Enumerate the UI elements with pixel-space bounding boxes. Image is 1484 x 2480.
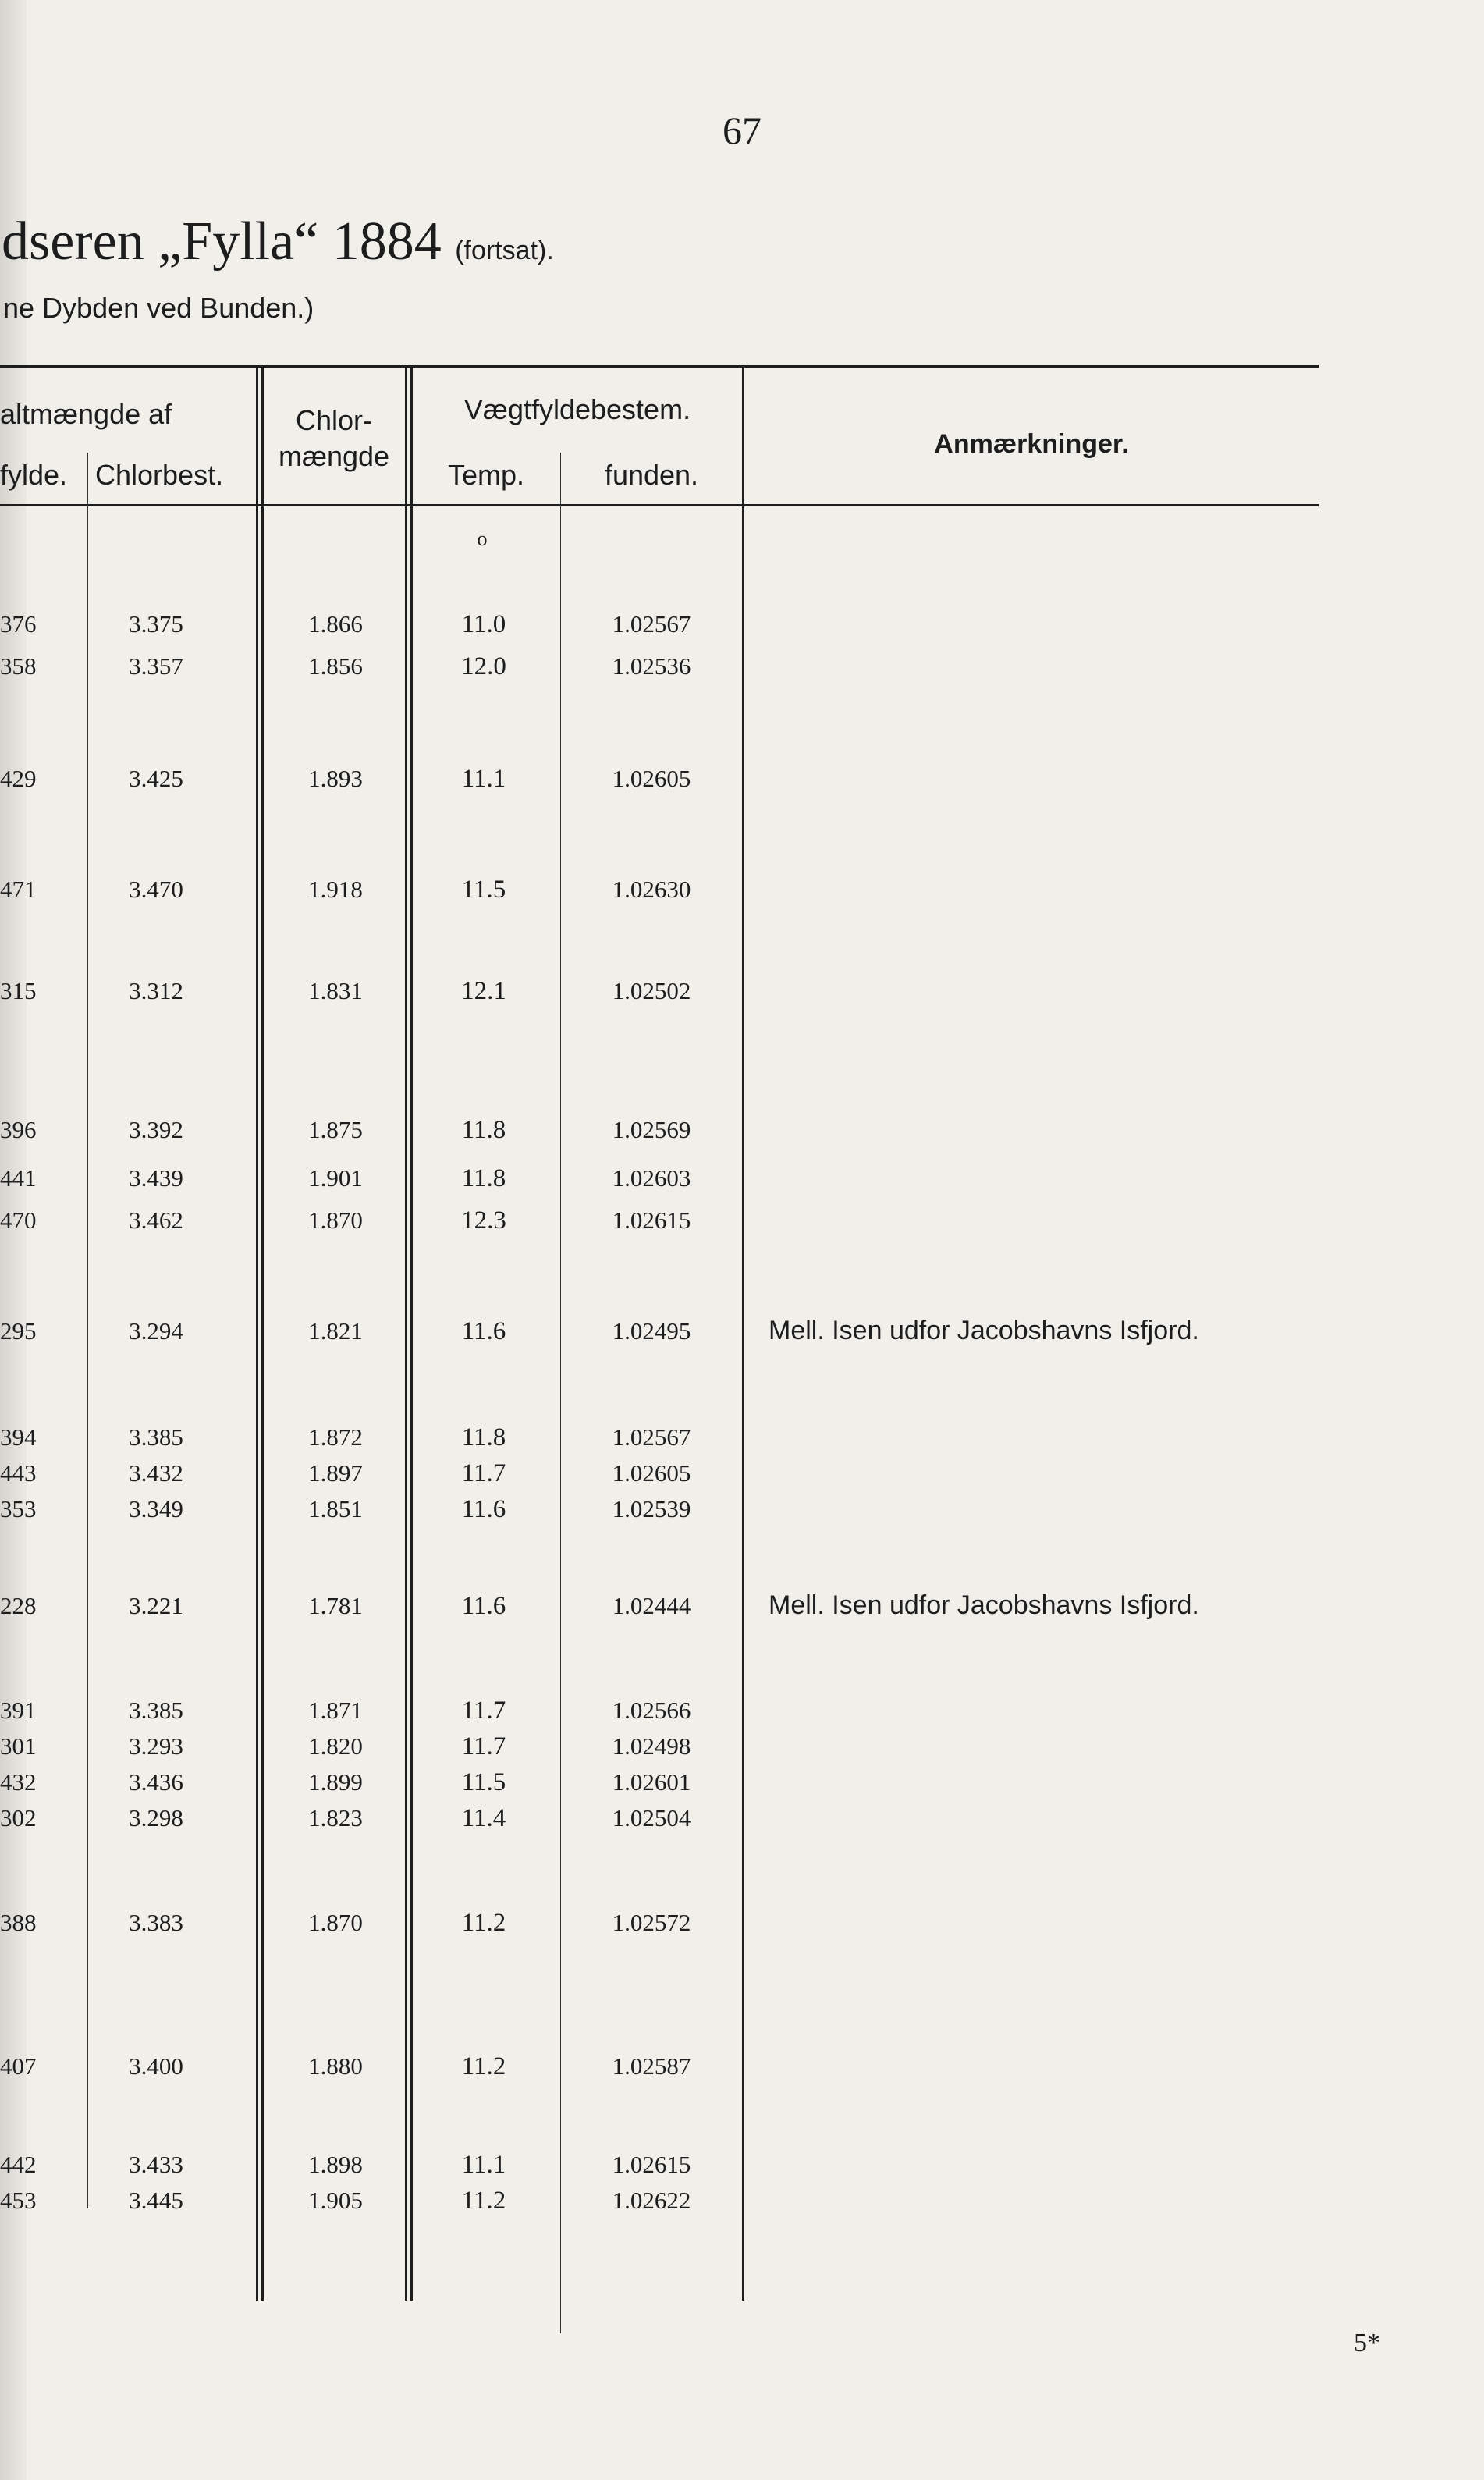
header-chlorbest: Chlorbest. (95, 459, 224, 491)
table-cell: 11.2 (461, 2187, 506, 2215)
table-cell: 3.445 (129, 2187, 183, 2214)
table-cell: 11.4 (461, 1804, 506, 1832)
table-cell: 12.0 (461, 652, 506, 680)
table-cell: 1.899 (308, 1768, 363, 1796)
table-cell: 228 (0, 1592, 37, 1619)
table-cell: 470 (0, 1206, 37, 1234)
table-cell: 11.7 (461, 1697, 506, 1725)
table-cell: 1.820 (308, 1732, 363, 1760)
table-cell: 453 (0, 2187, 37, 2214)
degree-mark: o (477, 528, 488, 550)
table-cell: 11.6 (461, 1592, 506, 1620)
table-cell: 1.870 (308, 1909, 363, 1936)
table-cell: 11.8 (461, 1423, 506, 1451)
table-cell: 11.6 (461, 1317, 506, 1345)
table-cell: 396 (0, 1116, 37, 1143)
table-cell: 1.823 (308, 1804, 363, 1832)
table-cell: 1.821 (308, 1317, 363, 1345)
table-cell: 3.293 (129, 1732, 183, 1760)
table-cell: 388 (0, 1909, 37, 1936)
table-cell: 1.02605 (612, 1459, 691, 1487)
table-cell: 11.8 (461, 1164, 506, 1192)
table-cell: 1.02539 (612, 1495, 691, 1522)
header-maengde: mængde (278, 440, 390, 472)
table-cell: 443 (0, 1459, 37, 1487)
table-cell: 1.02615 (612, 2151, 691, 2178)
table-cell: 3.462 (129, 1206, 183, 1234)
table-cell: 1.871 (308, 1697, 363, 1724)
table-cell: 1.870 (308, 1206, 363, 1234)
table-cell: 441 (0, 1164, 37, 1192)
table-cell: 1.02536 (612, 652, 691, 680)
table-cell: 1.02603 (612, 1164, 691, 1192)
table-cell: 3.470 (129, 876, 183, 903)
table-cell: 3.349 (129, 1495, 183, 1522)
table-cell: 11.8 (461, 1116, 506, 1144)
table-cell: 1.781 (308, 1592, 363, 1619)
table-cell: 3.385 (129, 1697, 183, 1724)
table-cell: 1.918 (308, 876, 363, 903)
table-cell: 1.866 (308, 610, 363, 638)
table-cell: 1.02498 (612, 1732, 691, 1760)
table-cell: 1.02569 (612, 1116, 691, 1143)
table-cell: 11.6 (461, 1495, 506, 1523)
header-funden: funden. (604, 459, 699, 491)
table-cell: 1.02605 (612, 765, 691, 792)
table-cell: 3.400 (129, 2052, 183, 2080)
table-cell: 429 (0, 765, 37, 792)
table-cell: 376 (0, 610, 37, 638)
table-cell: 394 (0, 1423, 37, 1451)
table-cell: 302 (0, 1804, 37, 1832)
table-cell: 1.872 (308, 1423, 363, 1451)
header-remarks: Anmærkninger. (934, 429, 1129, 459)
table-cell: 3.312 (129, 977, 183, 1004)
table-cell: 11.2 (461, 1909, 506, 1937)
table-cell: 3.294 (129, 1317, 183, 1345)
table-cell: 3.432 (129, 1459, 183, 1487)
table-cell: 3.298 (129, 1804, 183, 1832)
table-cell: 11.0 (461, 610, 506, 638)
table-cell: 471 (0, 876, 37, 903)
table-cell: 3.392 (129, 1116, 183, 1143)
table-cell: 1.893 (308, 765, 363, 792)
table-cell: 1.02566 (612, 1697, 691, 1724)
table-cell: 1.02502 (612, 977, 691, 1004)
remark-text: Mell. Isen udfor Jacobshavns Isfjord. (769, 1316, 1199, 1345)
title-text: dseren „Fylla“ 1884 (2, 211, 442, 272)
title-suffix: (fortsat). (455, 236, 554, 265)
table-cell: 1.02630 (612, 876, 691, 903)
table-cell: 11.1 (461, 765, 506, 793)
table-cell: 3.375 (129, 610, 183, 638)
header-temp: Temp. (447, 459, 525, 491)
table-cell: 295 (0, 1317, 37, 1345)
table-cell: 1.897 (308, 1459, 363, 1487)
page-number: 67 (722, 108, 762, 152)
table-cell: 1.898 (308, 2151, 363, 2178)
table-cell: 1.02504 (612, 1804, 691, 1832)
table-cell: 1.02495 (612, 1317, 691, 1345)
table-cell: 1.875 (308, 1116, 363, 1143)
header-group-salt: altmængde af (0, 398, 172, 430)
table-cell: 1.02622 (612, 2187, 691, 2214)
table-cell: 3.221 (129, 1592, 183, 1619)
table-cell: 12.1 (461, 977, 506, 1005)
table-cell: 11.5 (461, 1768, 506, 1796)
table-cell: 301 (0, 1732, 37, 1760)
table-cell: 12.3 (461, 1206, 506, 1235)
table-cell: 1.02601 (612, 1768, 691, 1796)
table-cell: 1.831 (308, 977, 363, 1004)
table-cell: 3.436 (129, 1768, 183, 1796)
table-cell: 3.425 (129, 765, 183, 792)
page-subtitle: ne Dybden ved Bunden.) (3, 292, 314, 324)
table-cell: 1.02567 (612, 1423, 691, 1451)
header-chlor: Chlor- (295, 404, 372, 436)
table-cell: 1.02572 (612, 1909, 691, 1936)
signature-mark: 5* (1354, 2329, 1380, 2357)
header-vaegtfylde: Vægtfyldebestem. (463, 393, 691, 425)
table-cell: 315 (0, 977, 37, 1004)
table-cell: 1.02587 (612, 2052, 691, 2080)
table-cell: 432 (0, 1768, 37, 1796)
table-cell: 1.851 (308, 1495, 363, 1522)
table-cell: 11.5 (461, 876, 506, 904)
table-cell: 1.02567 (612, 610, 691, 638)
table-cell: 1.02615 (612, 1206, 691, 1234)
table-cell: 1.880 (308, 2052, 363, 2080)
table-cell: 11.7 (461, 1732, 506, 1761)
table-cell: 3.433 (129, 2151, 183, 2178)
table-cell: 1.901 (308, 1164, 363, 1192)
table-cell: 391 (0, 1697, 37, 1724)
table-cell: 358 (0, 652, 37, 680)
table-cell: 407 (0, 2052, 37, 2080)
table-cell: 1.856 (308, 652, 363, 680)
table-cell: 3.383 (129, 1909, 183, 1936)
header-fylde: fylde. (0, 459, 68, 491)
table-cell: 11.2 (461, 2052, 506, 2080)
table-cell: 3.357 (129, 652, 183, 680)
table-cell: 11.1 (461, 2151, 506, 2179)
table-cell: 11.7 (461, 1459, 506, 1487)
table-cell: 3.439 (129, 1164, 183, 1192)
table-cell: 1.02444 (612, 1592, 691, 1619)
remark-text: Mell. Isen udfor Jacobshavns Isfjord. (769, 1590, 1199, 1620)
table-cell: 353 (0, 1495, 37, 1522)
table-cell: 442 (0, 2151, 37, 2178)
table-cell: 3.385 (129, 1423, 183, 1451)
table-cell: 1.905 (308, 2187, 363, 2214)
